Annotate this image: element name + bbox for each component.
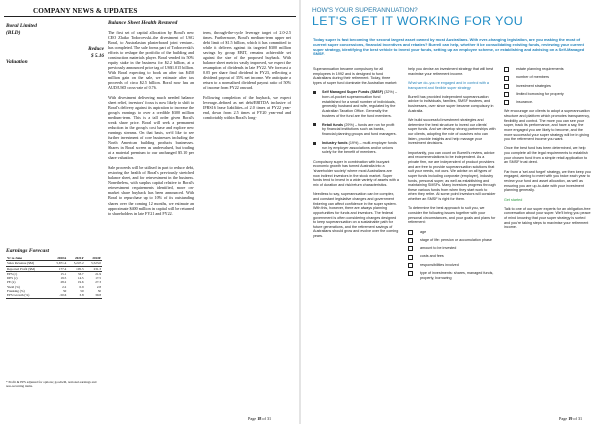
paragraph: Burrell has provided independent superannuation advice to individuals, families, SMSF trustees, and businesses, over since super became compulsory in Australia. [408,94,494,113]
fund-type-text: (32%) – born-of-pocket superannuation fund established for a small number of individuals, generally husband and wife, regulated by the Australian Taxation Office. Generally the trustees of the fund are the fund members. [322,90,397,118]
list-item: age [408,230,496,235]
fund-type-title: Industry funds [322,141,348,146]
fund-type-title: Self Managed Super Funds (SMSF) [322,90,384,95]
column-header: 2021F [67,256,84,261]
paragraph: Once the best fund has been determined, we help you complete all the legal requirements to establish your chosen fund from a simple retail application to an SMSF trust deed. [504,146,588,165]
table-row [6,293,102,298]
paragraph: help you devise an investment strategy that will best maximise your retirement income. [408,67,494,76]
paragraph: Importantly, you can count on Burrell's review, advice and recommendations to be independent. As a private firm, we are independent of product providers and are free to provide superannuation solutions that suit your needs, not ours. We advise on all types of super funds including corporate (employer), industry funds, personal super, as well as establishing and maintaining SMSFs. Many investors progress through these various funds from when they start work to when they retire. At some point investors will consider whether an SMSF is right for them. [408,150,496,202]
intro-paragraph: Today super is fast becoming the second largest asset owned by most Australians. With ever-changing legislation, are you making the most of current super concessions, financial incentives and rebates? Burrell can help, whether it be consolidating existing funds, reviewing your current super strategy, identifying the best vehicle to invest your funds, setting up an employee scheme, or establishing and advising on a Self-Managed SMSF. [313,37,585,57]
headline: LET'S GET IT WORKING FOR YOU [312,14,524,28]
page-number [248,416,271,421]
table-cell: 177.4 [50,266,67,271]
table-cell: 28.2 [60,280,67,285]
article-paragraph: Sale proceeds will be utilised in part to reduce debt, restoring the health of Boral's previously stretched balance sheet, and for reinvestment in the business. Nonetheless, with surplus capital relative to Boral's reinvestment requirements identified, more on-market share buyback has been announced. With Boral to repurchase up to 10% of its outstanding shares over the coming 12 months, we estimate an approximate $400 million in capital will be returned to shareholders in late FY21 and FY22. [108,165,194,216]
earnings-forecast-title: Earnings Forecast [6,248,50,254]
article-paragraph: The first set of capital allocation by Boral's new CEO Zlatko Todorcevski–the divestment of USG Boral, to Australasian plasterboard joint venture–has completed. The sale forms part of Todorcevski's efforts to reshape the portfolio of the building and construction materials player. Boral vended its 50% equity stake in the business for $2.2 billion, at a previously announced price tag of US$1.015 billion. With Boral expecting to book an after tax $450 million gain on the sale, we estimate after tax proceeds of circa $2.5 billion. Boral now has an AUD/USD cross-rate of 0.76. [108,30,194,91]
fund-types-list [313,90,399,155]
row-label: Franking (%) [7,289,25,294]
paragraph: Far from a 'set and forget' strategy, we then keep you engaged, aiming to meet with you twice each year to review your fund and asset allocation, as well as ensuring you are up-to-date with your investment planning generally. [504,169,591,193]
paragraph: We encourage our clients to adopt a superannuation structure and platform which promotes transparency, flexibility and control. The more you can see your super, track its performance, and have a say, the more engaged you are likely to become, and the more successful your super strategy will be in giving you the retirement income you want. [504,109,590,142]
page-number-value: 19 [568,416,573,421]
list-item [313,90,399,118]
title-rule [4,16,296,17]
row-label: PE (x) [7,280,16,285]
table-cell: 2.8 [96,284,101,289]
row-label: Yield (%) [7,284,20,289]
list-item [313,123,399,137]
section-title: COMPANY NEWS & UPDATES [33,7,138,15]
table-cell: 27.3 [95,280,101,285]
list-item: amount to be invested [408,246,496,251]
page-number-value: 18 [257,416,262,421]
article-paragraph: With divestment delivering much needed balance sheet relief, investors' focus is now likely to shift to Boral's delivery against its aspiration to increase the group's earnings to over a credible $300 million medium-term. This is a tall order given Boral's weak share price. Boral will seek a permanent reduction in the group's cost base and explore new earnings streams. On that basis, we'd like to see further investment of core businesses including the North American building products businesses. Shares in Boral screen as undervalued, but trading at a material premium to our unchanged $5.10 per share valuation. [108,95,194,161]
table-cell: 15.1 [60,271,67,276]
valuation-recommendation [78,46,104,60]
valuation-label: Valuation [6,59,28,65]
table-cell: 17.5 [95,276,101,281]
subheading: What we do–you re engaged and in control with a transparent and flexible super strategy [408,80,489,90]
paragraph: Superannuation became compulsory for all employees in 1992 and is designed to fund Australians during their retirement. Today, three types of super fund dominate the Australian market: [313,67,398,85]
list-item: type of investments: shares, managed funds, property, borrowing [408,271,496,280]
article-paragraph: Following completion of the buyback, we expect leverage–defined as net debt/EBITDA inclusive of IFRS16 lease liabilities–of 2.0 times at FY22 year-end, down from 2.5 times at FY20 year-end and comfortably within Boral's long- [203,95,291,121]
list-item: investment strategies [504,84,592,89]
table-cell: 50 [62,289,67,294]
row-label: DPS (c) [7,276,18,281]
valuation-action: Reduce [88,46,104,52]
list-item: insurance. [504,100,592,105]
table-cell: 231.3 [85,266,102,271]
get-started-heading: Get started [504,197,523,202]
table-cell: 50 [97,289,101,294]
article-title: Balance Sheet Health Restored [108,20,178,26]
super-column-3 [504,67,592,235]
table-cell: 50 [80,289,84,294]
paragraph: Compulsory super in combination with buoyant economic growth has turned Australia into a 'shareholder society' where most Australians are now indirect investors in the stock market. Super funds tend to invest in a wide variety of assets with a mix of duration and risk/return characteristics. [313,159,399,187]
table-cell: 0.9 [79,284,84,289]
table-cell: 33.7 [77,271,84,276]
list-item: stage of life: pension or accumulation phase [408,238,496,243]
page-total: of 31 [573,416,583,421]
paragraph: Talk to one of our super experts for an obligation-free conversation about your super. We'll bring you peace of mind knowing that your super strategy is sorted and you're taking steps to maximise your retirement income. [504,206,591,230]
list-item: responsibilities involved [408,263,496,268]
row-label: Reported Profit ($M) [6,266,50,271]
row-label: EPS Growth (%) [6,293,50,298]
table-cell: 2.2 [62,284,67,289]
table-cell: 19.5 [60,276,67,281]
list-item: estate planning requirements [504,67,592,72]
paragraph: We build successful investment strategies and determine the best structure to invest our clients' super funds. And we develop strong partnerships with our clients, adopting the role of coaches who can listen, provide insights and help manage your investment decisions. [408,118,496,146]
page-number [559,416,582,421]
article-column-2 [203,30,291,125]
table-cell: -50.6 [50,293,67,298]
column-header: 2022F [85,256,102,261]
paragraph: Needless to say, superannuation can be complex, and constant legislative changes and government tinkering can affect confidence in the super system. With this, however, there are always planning opportunities for funds and investors. The federal government is often considering changes designed to keep superannuation on a sustainable path for future generations, and the retirement savings of Australians should grow and evolve over the coming years. [313,192,399,239]
company-name: Boral Limited (BLD) [6,23,37,36]
fund-type-text: (19%) – multi-employer funds run by employer associations and/or unions solely for the benefit of members. [322,141,397,155]
earnings-forecast-table [6,256,102,299]
column-header: 2020A [50,256,67,261]
table-cell: 5,523.0 [85,261,102,266]
article-paragraph: term, through-the-cycle leverage target of 2.0-2.5 times. Furthermore, Boral's medium-term upper net debt limit of $1.5 billion, which it has committed to while it delivers against its targeted $300 million savings by group EBIT, remains achievable set against the size of the proposed buyback. With balance sheet metrics vastly improved, we expect the resumption of dividends in late FY22. We forecast a 0.05 per share final dividend in FY23, reflecting a dividend payout of 35% net income. We anticipate a return to a normalised dividend payout ratio of 50% of income from FY22 onward. [203,30,291,91]
list-item: costs and fees [408,254,496,259]
table-cell: 5,247.2 [67,261,84,266]
table-cell: 5,671.4 [50,261,67,266]
list-item: number of members [504,75,592,80]
table-cell: 105.5 [67,266,84,271]
valuation-price: $ 5.16 [91,53,104,60]
article-column-1 [108,30,194,221]
row-label: Sales Revenue ($M) [6,261,50,266]
fund-type-text: (29%) – funds are run for profit by financial institutions such as banks, financial planning groups and fund managers. [322,122,397,136]
fund-type-title: Retail funds [322,122,344,127]
table-footnote: * Profit & EPS adjusted for options; goodwill, notional earnings and non-recurring items. [6,380,97,388]
table-cell: 3.8 [67,293,84,298]
list-item [313,141,399,155]
super-column-1 [313,67,399,243]
page-label: Page [559,416,568,421]
row-label: EPS (c) [7,271,18,276]
table-cell: 21.9 [95,271,101,276]
page-total: of 31 [262,416,272,421]
right-page [301,0,600,424]
list-item: limited borrowing for property [504,92,592,97]
paragraph: To determine the best approach to suit you, we consider the following issues together with your personal circumstances, and your goals and plans for retirement: [408,206,496,225]
table-cell: 19.6 [77,280,84,285]
table-cell: 14.5 [77,276,84,281]
considerations-list [408,230,496,281]
kicker: HOW'S YOUR SUPERANNUATION? [312,7,418,14]
super-column-2 [408,67,496,285]
table-cell: 39.8 [85,293,102,298]
column-header: Yr to June [6,256,50,261]
considerations-list-continued [504,67,592,105]
page-label: Page [248,416,257,421]
